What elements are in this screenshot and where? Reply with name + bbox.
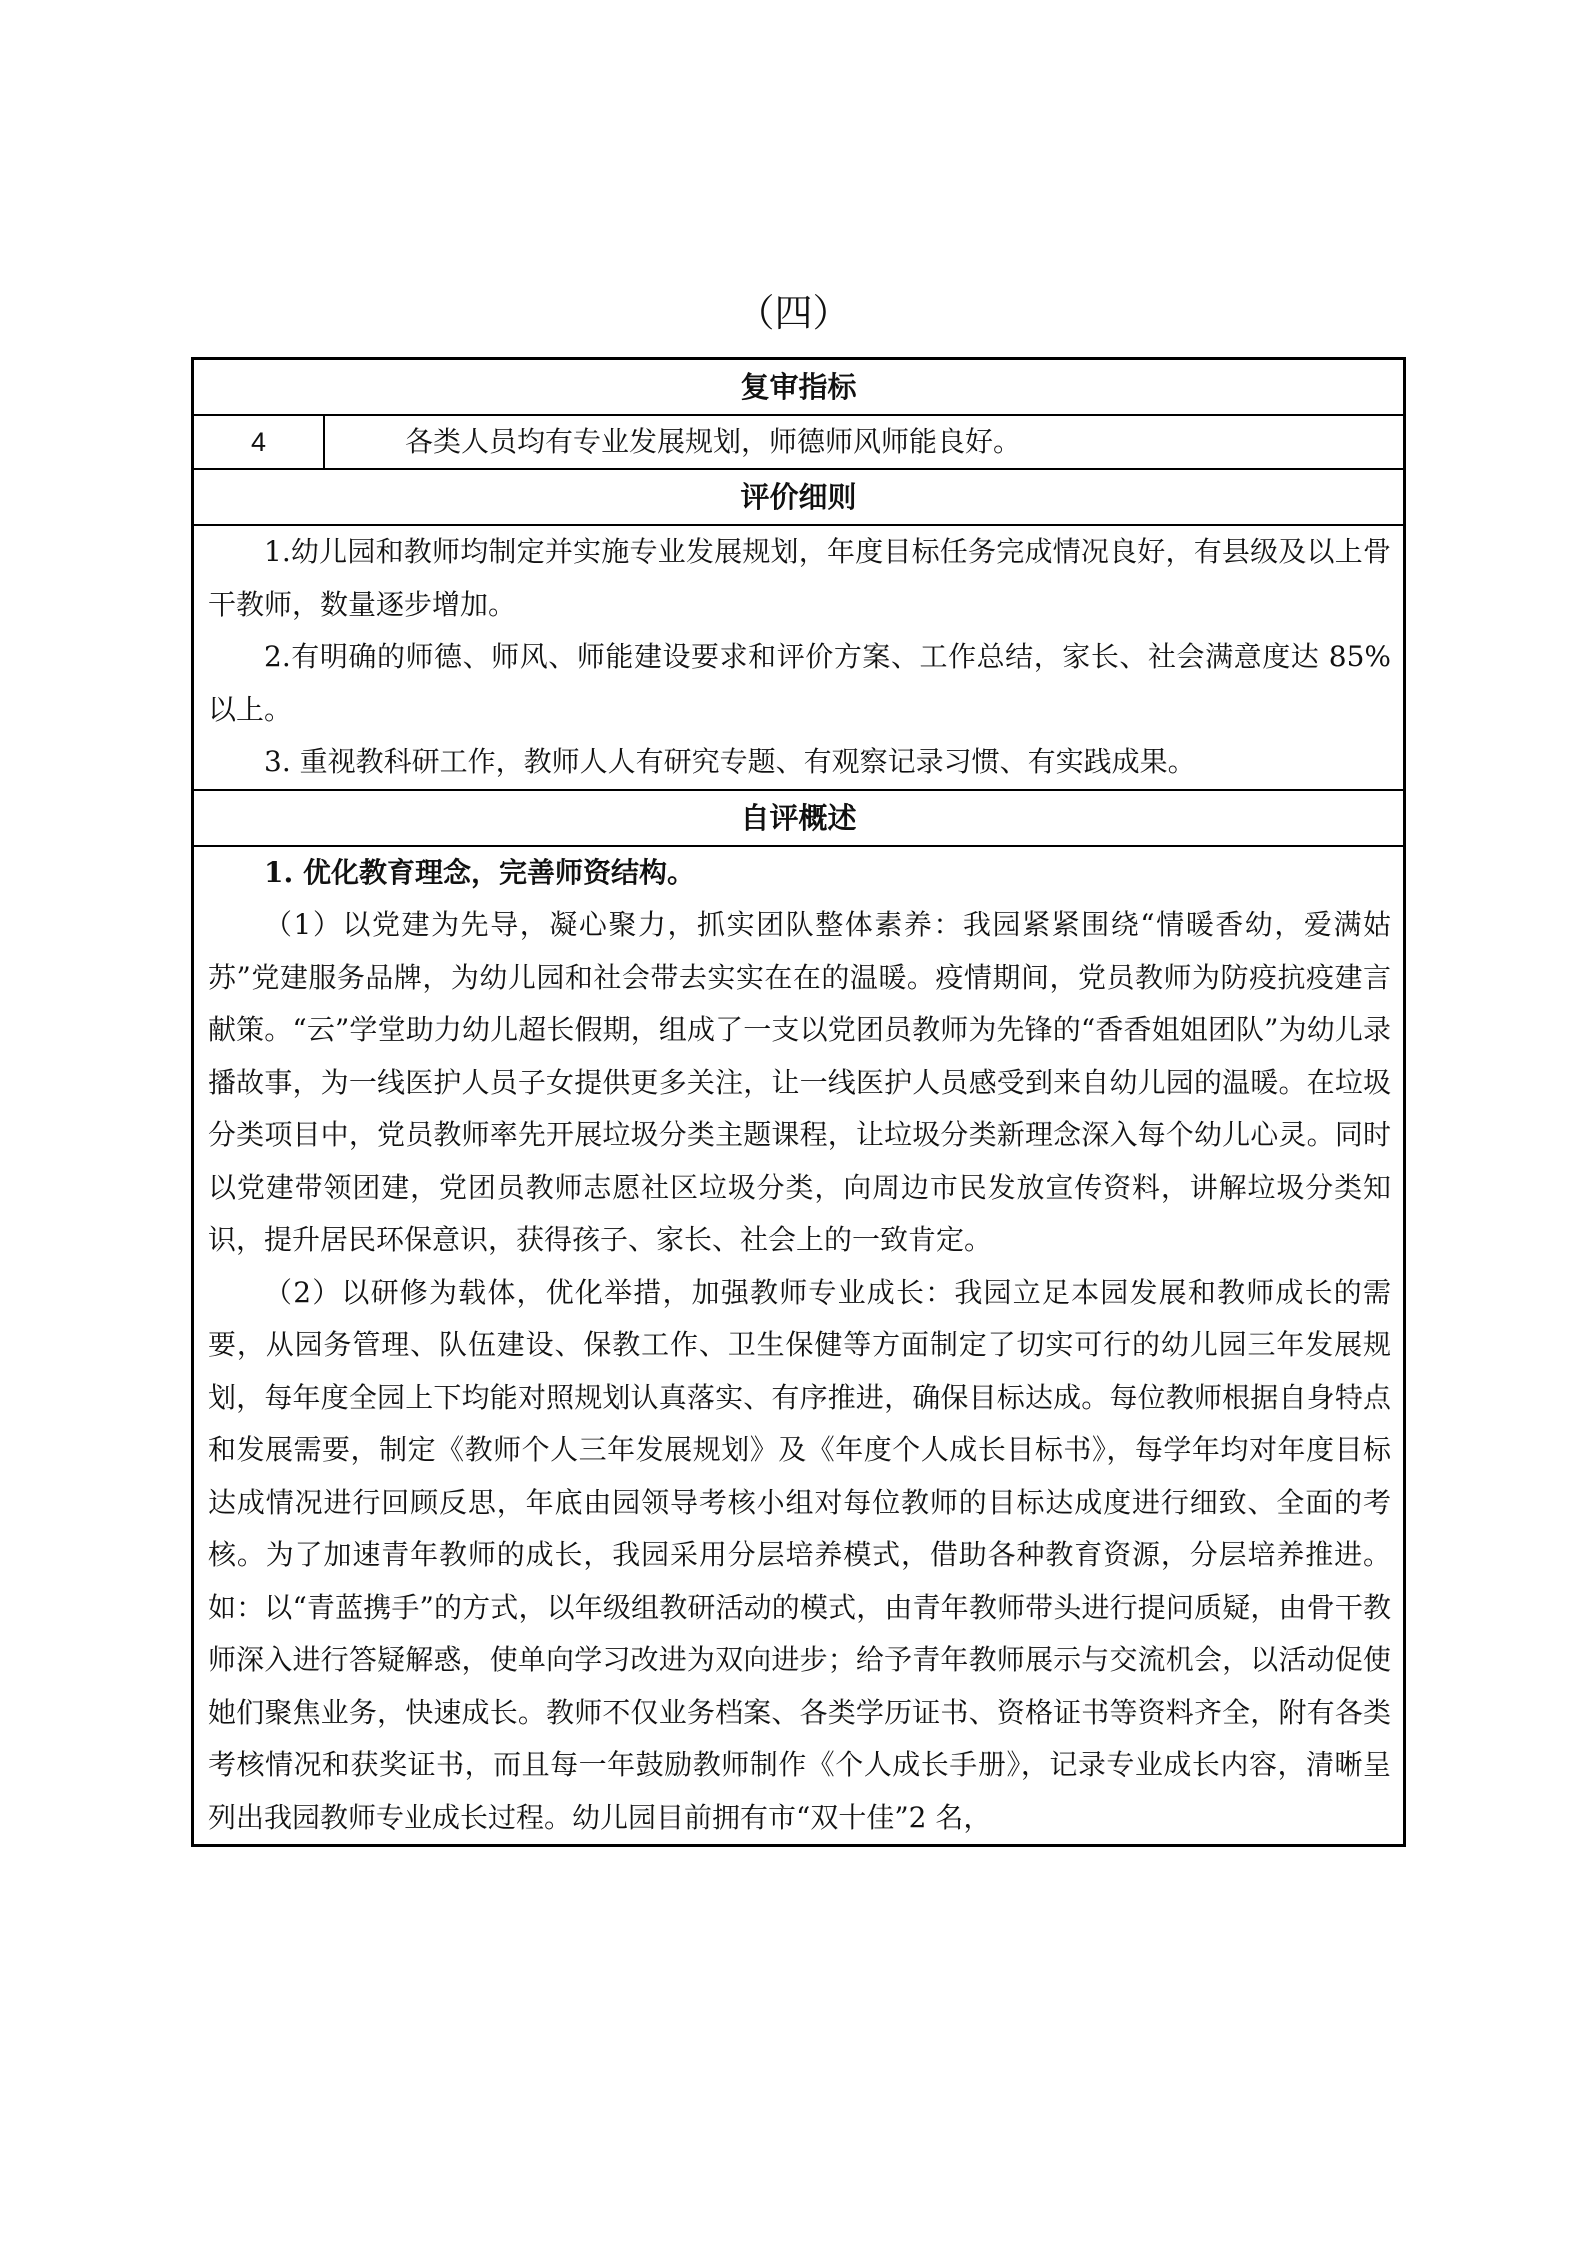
page-heading: （四） <box>736 291 851 335</box>
index-description: 各类人员均有专业发展规划，师德师风师能良好。 <box>405 425 1022 458</box>
section-title: 1. 优化教育理念，完善师资结构。 <box>264 855 695 889</box>
self-assessment-header: 自评概述 <box>194 791 1403 847</box>
assessment-paragraph: （1）以党建为先导，凝心聚力，抓实团队整体素养：我园紧紧围绕“情暖香幼，爱满姑苏”党建服务品牌，为幼儿园和社会带去实实在在的温暖。疫情期间，党员教师为防疫抗疫建言献策。“云”学堂助力幼儿超长假期，组成了一支以党团员教师为先锋的“香香姐姐团队”为幼儿录播故事，为一线医护人员子女提供更多关注，让一线医护人员感受到来自幼儿园的温暖。在垃圾分类项目中，党员教师率先开展垃圾分类主题课程，让垃圾分类新理念深入每个幼儿心灵。同时以党建带领团建，党团员教师志愿社区垃圾分类，向周边市民发放宣传资料，讲解垃圾分类知识，提升居民环保意识，获得孩子、家长、社会上的一致肯定。 <box>208 908 1391 1256</box>
evaluation-rules-header: 评价细则 <box>194 470 1403 526</box>
index-number: 4 <box>194 416 325 468</box>
rule-item: 1.幼儿园和教师均制定并实施专业发展规划，年度目标任务完成情况良好，有县级及以上骨干教师，数量逐步增加。 <box>208 535 1391 621</box>
rule-item: 2.有明确的师德、师风、师能建设要求和评价方案、工作总结，家长、社会满意度达 85%以上。 <box>208 640 1391 726</box>
self-assessment-body <box>194 847 1403 1845</box>
rule-item: 3. 重视教科研工作，教师人人有研究专题、有观察记录习惯、有实践成果。 <box>264 745 1196 778</box>
review-table <box>191 357 1406 1847</box>
assessment-paragraph: （2）以研修为载体，优化举措，加强教师专业成长：我园立足本园发展和教师成长的需要，从园务管理、队伍建设、保教工作、卫生保健等方面制定了切实可行的幼儿园三年发展规划，每年度全园上下均能对照规划认真落实、有序推进，确保目标达成。每位教师根据自身特点和发展需要，制定《教师个人三年发展规划》及《年度个人成长目标书》，每学年均对年度目标达成情况进行回顾反思，年底由园领导考核小组对每位教师的目标达成度进行细致、全面的考核。为了加速青年教师的成长，我园采用分层培养模式，借助各种教育资源，分层培养推进。如：以“青蓝携手”的方式，以年级组教研活动的模式，由青年教师带头进行提问质疑，由骨干教师深入进行答疑解惑，使单向学习改进为双向进步；给予青年教师展示与交流机会，以活动促使她们聚焦业务，快速成长。教师不仅业务档案、各类学历证书、资格证书等资料齐全，附有各类考核情况和获奖证书，而且每一年鼓励教师制作《个人成长手册》，记录专业成长内容，清晰呈列出我园教师专业成长过程。幼儿园目前拥有市“双十佳”2 名， <box>208 1275 1391 1834</box>
evaluation-rules-body <box>194 526 1403 791</box>
review-index-header: 复审指标 <box>194 360 1403 416</box>
review-index-row <box>194 416 1403 470</box>
